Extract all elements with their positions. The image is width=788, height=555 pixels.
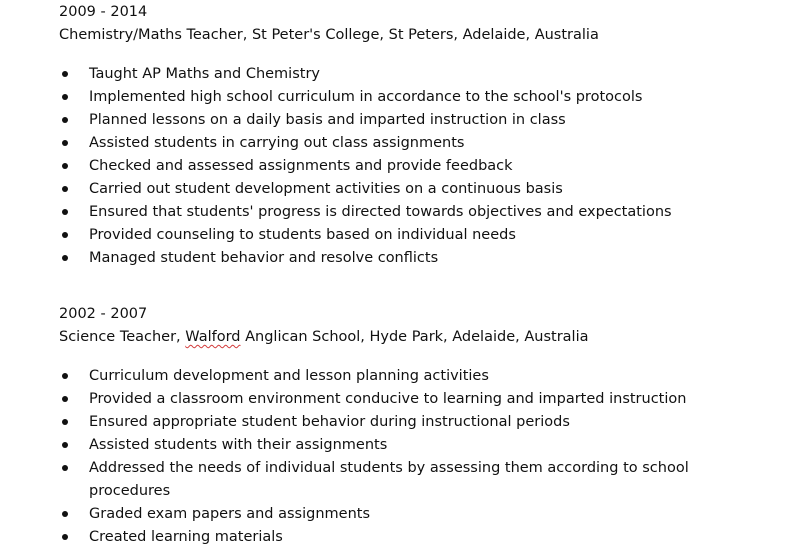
list-item [59, 178, 759, 201]
list-item-text: Assisted students in carrying out class assignments [89, 135, 465, 151]
list-item [59, 132, 759, 155]
list-item-text: Ensured appropriate student behavior during instructional periods [89, 414, 570, 430]
list-item [59, 224, 759, 247]
list-item-text: Provided counseling to students based on individual needs [89, 227, 516, 243]
job-duties-list [59, 365, 699, 549]
list-item [59, 201, 759, 224]
list-item [59, 526, 699, 549]
list-item [59, 86, 759, 109]
list-item-text: Planned lessons on a daily basis and imparted instruction in class [89, 112, 566, 128]
bullet-icon [62, 419, 68, 425]
list-item-text: Assisted students with their assignments [89, 437, 388, 453]
bullet-icon [62, 534, 68, 540]
list-item [59, 503, 699, 526]
list-item-text: Checked and assessed assignments and provide feedback [89, 158, 513, 174]
list-item [59, 63, 759, 86]
job-title-prefix: Science Teacher, [59, 329, 186, 345]
list-item [59, 109, 759, 132]
spellcheck-flagged-word: Walford [185, 329, 241, 345]
bullet-icon [62, 396, 68, 402]
list-item [59, 411, 699, 434]
bullet-icon [62, 163, 68, 169]
job-title: Chemistry/Maths Teacher, St Peter's College, St Peters, Adelaide, Australia [59, 27, 599, 43]
job-years: 2009 - 2014 [59, 4, 148, 20]
list-item-text: Carried out student development activities on a continuous basis [89, 181, 563, 197]
list-item-text: Graded exam papers and assignments [89, 506, 371, 522]
list-item-text: Curriculum development and lesson planning activities [89, 368, 489, 384]
job-section-2 [59, 303, 699, 549]
bullet-icon [62, 71, 68, 77]
bullet-icon [62, 373, 68, 379]
list-item [59, 247, 759, 270]
job-title-suffix: Anglican School, Hyde Park, Adelaide, Australia [240, 329, 589, 345]
job-years: 2002 - 2007 [59, 306, 148, 322]
bullet-icon [62, 442, 68, 448]
bullet-icon [62, 94, 68, 100]
list-item-text: Ensured that students' progress is directed towards objectives and expectations [89, 204, 672, 220]
bullet-icon [62, 209, 68, 215]
bullet-icon [62, 140, 68, 146]
list-item [59, 457, 699, 503]
bullet-icon [62, 511, 68, 517]
bullet-icon [62, 117, 68, 123]
job-duties-list [59, 63, 759, 270]
list-item [59, 365, 699, 388]
bullet-icon [62, 186, 68, 192]
job-title [59, 326, 699, 349]
bullet-icon [62, 255, 68, 261]
list-item-text: Implemented high school curriculum in accordance to the school's protocols [89, 89, 643, 105]
list-item-text: Provided a classroom environment conducive to learning and imparted instruction [89, 391, 687, 407]
bullet-icon [62, 465, 68, 471]
list-item-text: Taught AP Maths and Chemistry [89, 66, 320, 82]
list-item-text: Managed student behavior and resolve conflicts [89, 250, 439, 266]
bullet-icon [62, 232, 68, 238]
list-item [59, 388, 699, 411]
list-item-text: Created learning materials [89, 529, 283, 545]
list-item [59, 434, 699, 457]
job-section-1 [59, 1, 759, 270]
list-item [59, 155, 759, 178]
list-item-text: Addressed the needs of individual students by assessing them according to school procedures [89, 460, 689, 499]
